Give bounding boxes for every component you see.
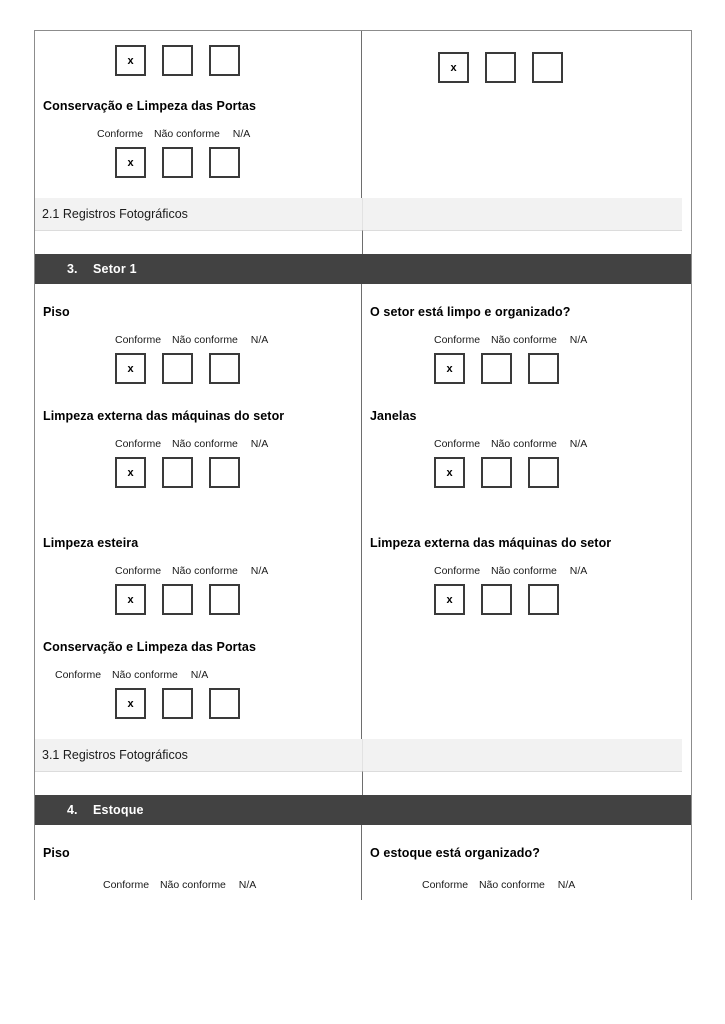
checkbox-na[interactable] xyxy=(528,584,559,615)
option-labels-row xyxy=(370,861,691,900)
checkbox-nao-conforme[interactable] xyxy=(481,353,512,384)
checkbox-conforme[interactable]: x xyxy=(115,147,146,178)
option-label-conforme: Conforme xyxy=(103,879,150,891)
option-labels-row xyxy=(370,320,691,347)
photo-records-right-cell xyxy=(363,739,682,771)
photo-records-right-cell xyxy=(363,198,682,230)
question-label: Limpeza externa das máquinas do setor xyxy=(370,536,612,550)
option-label-na: N/A xyxy=(569,438,588,450)
checkbox-nao-conforme[interactable] xyxy=(162,147,193,178)
option-label-nao-conforme: Não conforme xyxy=(111,669,178,681)
section-title: Estoque xyxy=(93,803,144,817)
checkbox-row xyxy=(43,31,361,76)
option-labels-row xyxy=(43,551,361,578)
checkbox-conforme[interactable]: x xyxy=(115,45,146,76)
option-label-nao-conforme: Não conforme xyxy=(171,438,238,450)
checkbox-nao-conforme[interactable] xyxy=(162,353,193,384)
option-label-nao-conforme: Não conforme xyxy=(490,334,557,346)
checkbox-row xyxy=(370,31,691,83)
checkbox-na[interactable] xyxy=(532,52,563,83)
photo-records-row-3 xyxy=(35,739,691,771)
option-label-nao-conforme: Não conforme xyxy=(490,438,557,450)
section-header-4 xyxy=(35,795,691,825)
checkbox-row xyxy=(370,451,691,488)
option-labels-row xyxy=(370,424,691,451)
checkbox-conforme[interactable]: x xyxy=(434,353,465,384)
checkbox-nao-conforme[interactable] xyxy=(162,584,193,615)
checkbox-conforme[interactable]: x xyxy=(434,457,465,488)
question-setor-limpo-organizado xyxy=(362,284,691,384)
checkbox-conforme[interactable]: x xyxy=(115,457,146,488)
checkbox-na[interactable] xyxy=(209,584,240,615)
top-partial-right-cell xyxy=(362,31,691,198)
spacer-row-2 xyxy=(35,230,691,254)
checkbox-nao-conforme[interactable] xyxy=(162,45,193,76)
checkbox-na[interactable] xyxy=(209,147,240,178)
question-estoque-organizado xyxy=(362,825,691,900)
section-4-right-column xyxy=(362,825,691,900)
spacer-right-cell xyxy=(363,230,682,254)
option-label-na: N/A xyxy=(250,334,269,346)
checkbox-conforme[interactable]: x xyxy=(115,584,146,615)
question-limpeza-externa-maquinas xyxy=(35,384,361,488)
checkbox-row xyxy=(43,578,361,615)
photo-records-label: 3.1 Registros Fotográficos xyxy=(42,748,188,762)
option-label-conforme: Conforme xyxy=(434,565,481,577)
checkbox-na[interactable] xyxy=(209,457,240,488)
option-label-conforme: Conforme xyxy=(97,128,144,140)
checkbox-na[interactable] xyxy=(209,353,240,384)
section-header-3 xyxy=(35,254,691,284)
option-labels-row xyxy=(43,424,361,451)
checkbox-na[interactable] xyxy=(209,688,240,719)
option-label-conforme: Conforme xyxy=(115,334,162,346)
checkbox-row xyxy=(370,578,691,615)
spacer-right-cell xyxy=(363,771,682,795)
checkbox-nao-conforme[interactable] xyxy=(485,52,516,83)
orphan-checkbox-group-left xyxy=(35,31,361,76)
photo-records-left-cell xyxy=(35,739,363,771)
form-page xyxy=(34,30,692,900)
option-label-na: N/A xyxy=(557,879,576,891)
checkbox-conforme[interactable]: x xyxy=(115,353,146,384)
option-label-conforme: Conforme xyxy=(434,334,481,346)
question-label: Conservação e Limpeza das Portas xyxy=(43,99,257,113)
spacer-left-cell xyxy=(35,771,363,795)
question-label: Piso xyxy=(43,846,70,860)
section-3-left-column xyxy=(35,284,362,739)
checkbox-nao-conforme[interactable] xyxy=(162,457,193,488)
spacer-row-3 xyxy=(35,771,691,795)
option-label-nao-conforme: Não conforme xyxy=(171,334,238,346)
checkbox-na[interactable] xyxy=(528,353,559,384)
option-labels-row xyxy=(43,655,361,682)
option-labels-row xyxy=(43,114,361,141)
option-label-nao-conforme: Não conforme xyxy=(490,565,557,577)
option-labels-row xyxy=(370,551,691,578)
option-label-conforme: Conforme xyxy=(115,438,162,450)
spacer-left-cell xyxy=(35,230,363,254)
checkbox-conforme[interactable]: x xyxy=(115,688,146,719)
checkbox-row xyxy=(370,347,691,384)
checkbox-conforme[interactable]: x xyxy=(438,52,469,83)
section-3-right-column xyxy=(362,284,691,739)
question-janelas xyxy=(362,384,691,488)
question-conservacao-portas-top xyxy=(35,76,361,198)
option-label-conforme: Conforme xyxy=(115,565,162,577)
question-label: O setor está limpo e organizado? xyxy=(370,305,571,319)
option-label-conforme: Conforme xyxy=(55,669,102,681)
checkbox-nao-conforme[interactable] xyxy=(162,688,193,719)
option-label-nao-conforme: Não conforme xyxy=(171,565,238,577)
option-label-na: N/A xyxy=(569,334,588,346)
checkbox-nao-conforme[interactable] xyxy=(481,457,512,488)
checkbox-row xyxy=(43,141,361,198)
option-label-na: N/A xyxy=(232,128,251,140)
option-label-na: N/A xyxy=(569,565,588,577)
option-label-nao-conforme: Não conforme xyxy=(153,128,220,140)
option-labels-row xyxy=(43,320,361,347)
photo-records-label: 2.1 Registros Fotográficos xyxy=(42,207,188,221)
question-label: Janelas xyxy=(370,409,417,423)
question-conservacao-portas xyxy=(35,615,361,739)
question-limpeza-esteira xyxy=(35,488,361,615)
section-title: Setor 1 xyxy=(93,262,137,276)
option-label-conforme: Conforme xyxy=(422,879,469,891)
section-number: 4. xyxy=(67,803,78,817)
option-labels-row xyxy=(43,861,361,900)
question-label: O estoque está organizado? xyxy=(370,846,540,860)
section-number: 3. xyxy=(67,262,78,276)
top-partial-left-cell xyxy=(35,31,362,198)
checkbox-row xyxy=(43,682,361,739)
option-label-nao-conforme: Não conforme xyxy=(159,879,226,891)
question-label: Piso xyxy=(43,305,70,319)
question-label: Conservação e Limpeza das Portas xyxy=(43,640,257,654)
question-piso-estoque xyxy=(35,825,361,900)
option-label-na: N/A xyxy=(250,438,269,450)
option-label-conforme: Conforme xyxy=(434,438,481,450)
checkbox-row xyxy=(43,347,361,384)
checkbox-conforme[interactable]: x xyxy=(434,584,465,615)
section-4-body xyxy=(35,825,691,900)
section-3-body xyxy=(35,284,691,739)
orphan-checkbox-group-right xyxy=(362,31,691,83)
option-label-na: N/A xyxy=(238,879,257,891)
question-label: Limpeza esteira xyxy=(43,536,139,550)
option-label-nao-conforme: Não conforme xyxy=(478,879,545,891)
section-4-left-column xyxy=(35,825,362,900)
question-label: Limpeza externa das máquinas do setor xyxy=(43,409,285,423)
checkbox-na[interactable] xyxy=(209,45,240,76)
checkbox-nao-conforme[interactable] xyxy=(481,584,512,615)
option-label-na: N/A xyxy=(190,669,209,681)
top-partial-band xyxy=(35,31,691,198)
checkbox-row xyxy=(43,451,361,488)
checkbox-na[interactable] xyxy=(528,457,559,488)
photo-records-row-2 xyxy=(35,198,691,230)
question-limpeza-externa-maquinas-right xyxy=(362,488,691,615)
photo-records-left-cell xyxy=(35,198,363,230)
question-piso xyxy=(35,284,361,384)
option-label-na: N/A xyxy=(250,565,269,577)
